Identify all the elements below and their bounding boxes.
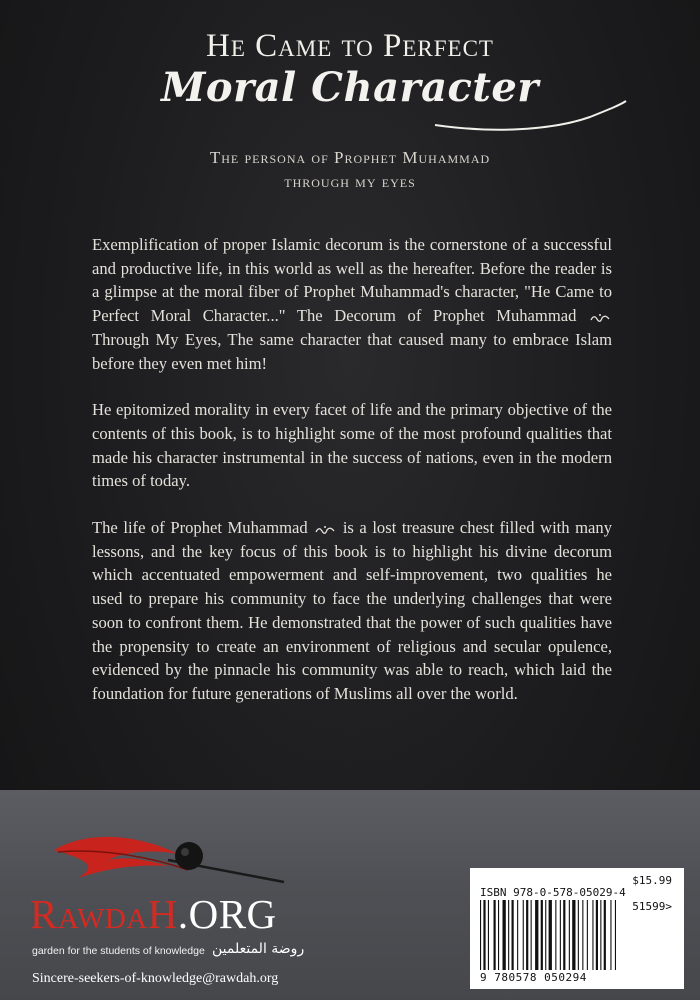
barcode-bar	[563, 900, 565, 970]
barcode-bar	[604, 900, 606, 970]
barcode-bar	[508, 900, 509, 970]
publisher-tagline-arabic: روضة المتعلمين	[212, 941, 305, 957]
barcode-bar	[549, 900, 552, 970]
barcode-bar	[587, 900, 588, 970]
barcode-number: 9 780578 050294	[480, 971, 587, 984]
barcode-bar	[526, 900, 528, 970]
blurb-p1-part-b: Through My Eyes, The same character that caused many to embrace Islam before they even met him!	[92, 329, 612, 373]
barcode-bar	[523, 900, 524, 970]
publisher-brand: RawdaH	[30, 891, 178, 937]
barcode-bar	[615, 900, 616, 970]
barcode-bar	[483, 900, 485, 970]
barcode-bar	[531, 900, 532, 970]
barcode-bar	[610, 900, 611, 970]
barcode-bar	[503, 900, 506, 970]
addon-code: 51599>	[632, 900, 672, 913]
blurb-paragraph-2: He epitomized morality in every facet of life and the primary objective of the contents of this book, is to highlight some of the most profound qualities that made his character instrumental in the success of nations, even in the modern times of today.	[92, 400, 612, 491]
publisher-logo-text	[30, 891, 277, 937]
blurb-p1-part-a: Exemplification of proper Islamic decorum is the cornerstone of a successful and productive life, in this world as well as the hereafter. Before the reader is a glimpse at the moral fiber of Prophet Muhammad's character, "He Came to Perfect Moral Character..." The Decorum of Prophet Muhammad	[92, 235, 612, 326]
publisher-email: Sincere-seekers-of-knowledge@rawdah.org	[32, 971, 279, 986]
title-line-1: He Came to Perfect	[206, 28, 494, 64]
barcode-bar	[592, 900, 593, 970]
subtitle-line-2: through my eyes	[284, 172, 416, 191]
barcode-bar	[535, 900, 538, 970]
barcode-bar	[488, 900, 489, 970]
publisher-suffix: .ORG	[177, 891, 277, 937]
blurb	[92, 233, 612, 706]
blurb-p3-part-b: is a lost treasure chest filled with many lessons, and the key focus of this book is to highlight his divine decorum which accentuated empowerment and self-improvement, two qualities he used to prepare his community to face the underlying challenges that were soon to confront them. He demonstrated that the power of such qualities have the propensity to create an environment of religious and secular opulence, evidenced by the pinnacle his community was able to reach, which laid the foundation for future generations of Muslims all over the world.	[92, 518, 612, 703]
blurb-paragraph-1	[92, 233, 612, 375]
barcode-bar	[541, 900, 543, 970]
barcode-bar	[569, 900, 570, 970]
barcode-bar	[582, 900, 583, 970]
barcode-panel	[470, 868, 684, 989]
barcode-bars	[480, 900, 670, 970]
barcode-bar	[545, 900, 546, 970]
blurb-p3-part-a: The life of Prophet Muhammad	[92, 518, 308, 538]
barcode-bar	[572, 900, 575, 970]
blurb-paragraph-3	[92, 516, 612, 706]
isbn-label: ISBN 978-0-578-05029-4	[480, 886, 626, 899]
title-swash-ornament	[430, 95, 630, 135]
price-label: $15.99	[632, 874, 672, 887]
barcode-bar	[480, 900, 481, 970]
quill-pen-icon	[48, 820, 288, 900]
barcode-bar	[498, 900, 499, 970]
barcode-bar	[555, 900, 556, 970]
subtitle-line-1: The persona of Prophet Muhammad	[209, 148, 491, 167]
barcode-bar	[560, 900, 561, 970]
title-line-2: Moral Character	[161, 64, 539, 111]
publisher-tagline: garden for the students of knowledge	[32, 945, 205, 957]
barcode-bar	[578, 900, 579, 970]
salawat-calligraphy-icon	[315, 524, 335, 535]
barcode-bar	[600, 900, 601, 970]
barcode-bar	[494, 900, 496, 970]
barcode-bar	[512, 900, 514, 970]
salawat-calligraphy-icon	[590, 312, 610, 323]
barcode-bar	[596, 900, 598, 970]
barcode-bar	[517, 900, 518, 970]
subtitle	[0, 146, 700, 194]
